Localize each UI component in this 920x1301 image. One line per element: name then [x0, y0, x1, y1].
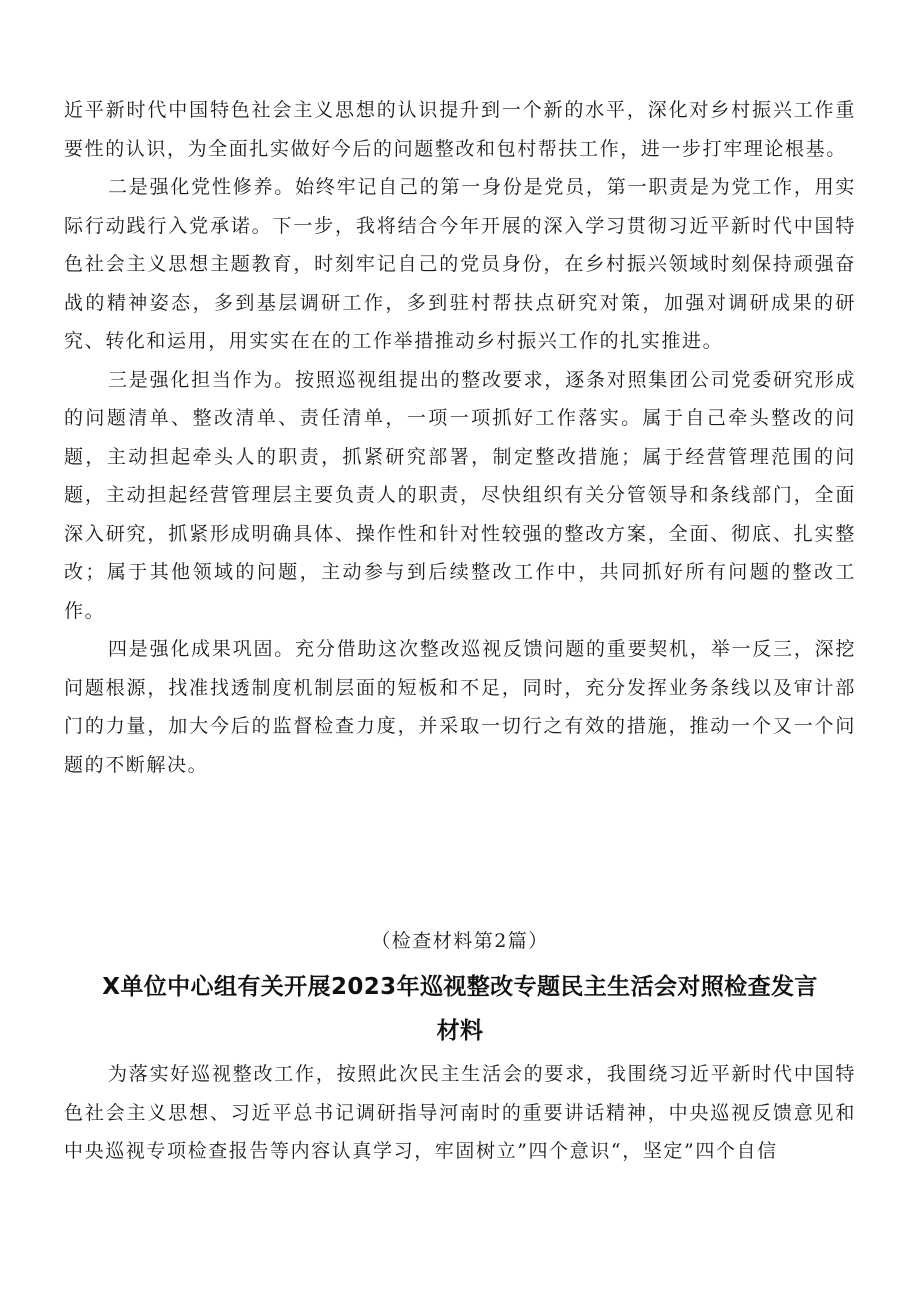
document-title: X单位中心组有关开展2023年巡视整改专题民主生活会对照检查发言材料 [102, 974, 818, 1044]
paragraph-continuation: 近平新时代中国特色社会主义思想的认识提升到一个新的水平，深化对乡村振兴工作重要性的认识，为全面扎实做好今后的问题整改和包村帮扶工作，进一步打牢理论根基。 [64, 99, 856, 160]
paragraph-consolidation: 四是强化成果巩固。充分借助这次整改巡视反馈问题的重要契机，举一反三，深挖问题根源，找准找透制度机制层面的短板和不足，同时，充分发挥业务条线以及审计部门的力量，加大今后的监督检查力度，并采取一切行之有效的措施，推动一个又一个问题的不断解决。 [64, 638, 856, 776]
paragraph-responsibility: 三是强化担当作为。按照巡视组提出的整改要求，逐条对照集团公司党委研究形成的问题清单、整改清单、责任清单，一项一项抓好工作落实。属于自己牵头整改的问题，主动担起牵头人的职责，抓紧研究部署，制定整改措施；属于经营管理范围的问题，主动担起经营管理层主要负责人的职责，尽快组织有关分管领导和条线部门，全面深入研究，抓紧形成明确具体、操作性和针对性较强的整改方案，全面、彻底、扎实整改；属于其他领域的问题，主动参与到后续整改工作中，共同抓好所有问题的整改工作。 [64, 368, 856, 622]
section-subtitle: （检查材料第2篇） [371, 930, 549, 952]
paragraph-intro: 为落实好巡视整改工作，按照此次民主生活会的要求，我围绕习近平新时代中国特色社会主义思想、习近平总书记调研指导河南时的重要讲话精神，中央巡视反馈意见和中央巡视专项检查报告等内容认真学习，牢固树立”四个意识“，坚定”四个自信 [64, 1063, 856, 1162]
paragraph-party-spirit: 二是强化党性修养。始终牢记自己的第一身份是党员，第一职责是为党工作，用实际行动践行入党承诺。下一步，我将结合今年开展的深入学习贯彻习近平新时代中国特色社会主义思想主题教育，时刻牢记自己的党员身份，在乡村振兴领域时刻保持顽强奋战的精神姿态，多到基层调研工作，多到驻村帮扶点研究对策，加强对调研成果的研究、转化和运用，用实实在在的工作举措推动乡村振兴工作的扎实推进。 [64, 176, 856, 352]
body-text-lower [64, 1055, 856, 1171]
body-text-upper [64, 91, 856, 784]
